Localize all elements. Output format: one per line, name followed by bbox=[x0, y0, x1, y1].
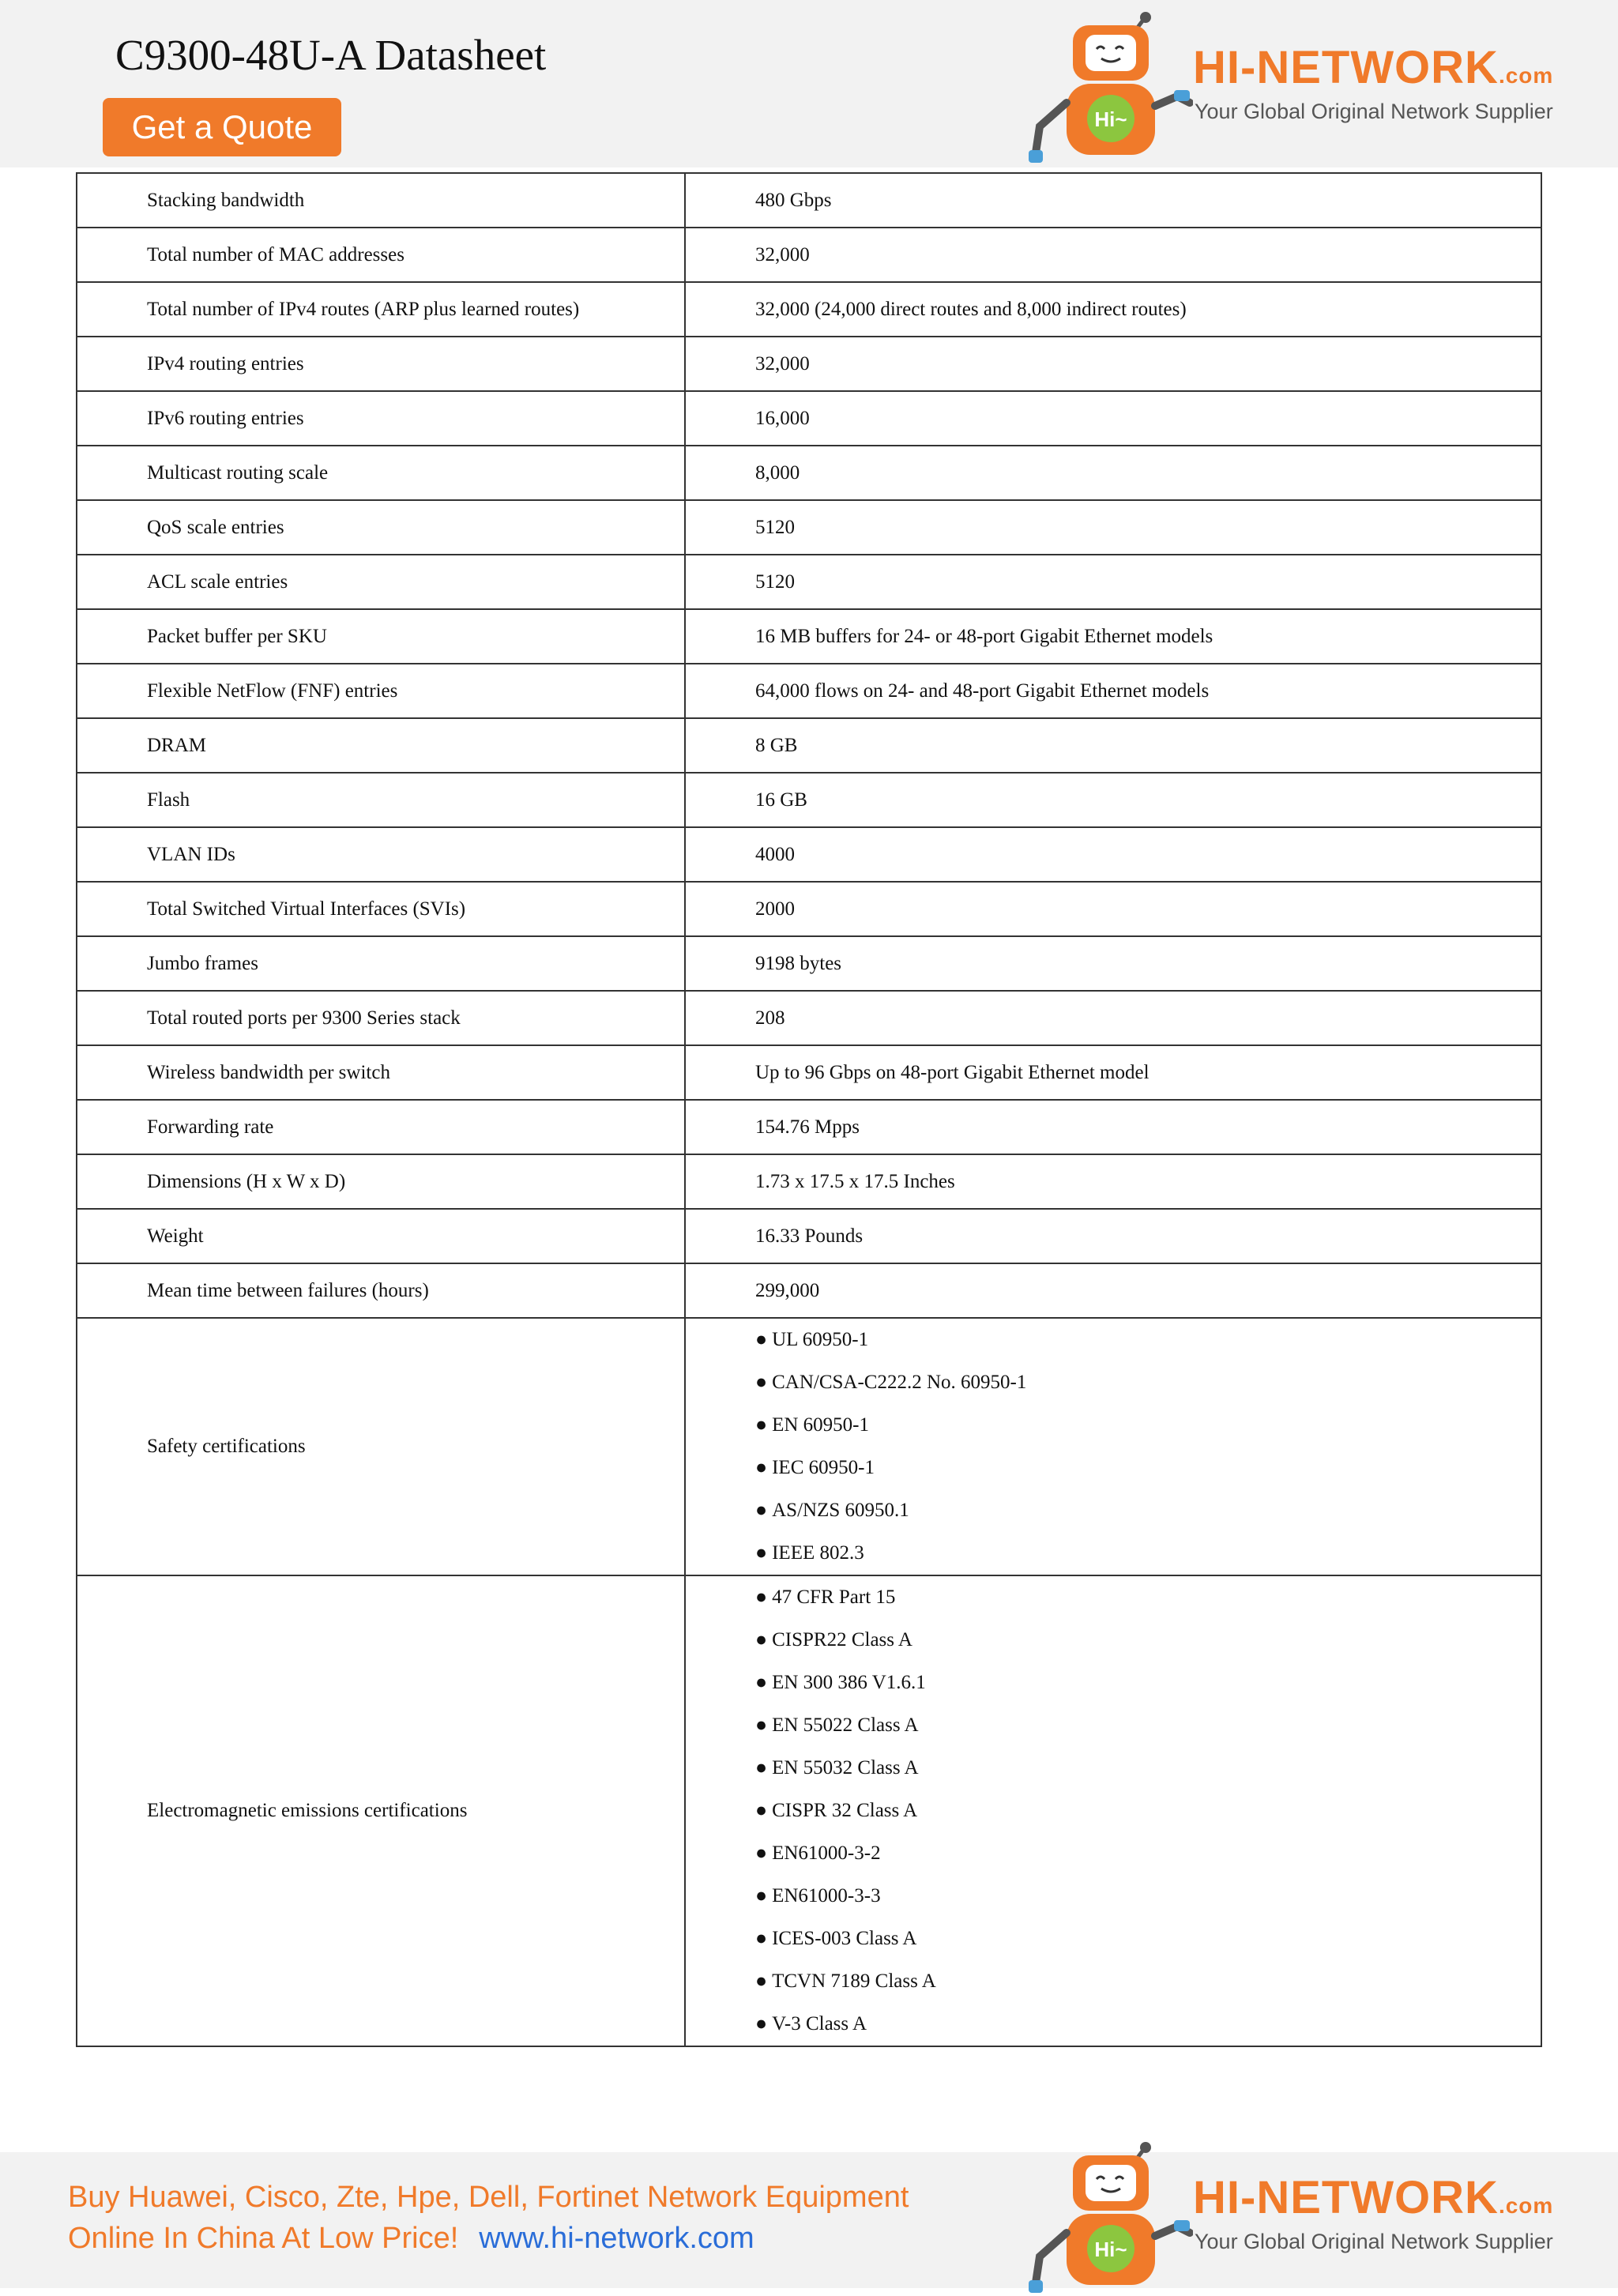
table-row bbox=[77, 555, 1541, 609]
spec-label: Total routed ports per 9300 Series stack bbox=[77, 991, 685, 1045]
spec-table bbox=[76, 172, 1542, 2047]
bullet-icon: ● bbox=[755, 1970, 768, 1992]
cert-label: Safety certifications bbox=[77, 1318, 685, 1575]
table-row bbox=[77, 173, 1541, 228]
brand-name: HI-NETWORK.com bbox=[1193, 2172, 1554, 2223]
bullet-icon: ● bbox=[755, 1714, 768, 1736]
footer-promo-line-1: Buy Huawei, Cisco, Zte, Hpe, Dell, Fortinet Network Equipment bbox=[68, 2181, 909, 2214]
table-row bbox=[77, 1154, 1541, 1209]
spec-label: IPv6 routing entries bbox=[77, 391, 685, 446]
cert-item-text: 47 CFR Part 15 bbox=[772, 1586, 896, 1608]
spec-label: QoS scale entries bbox=[77, 500, 685, 555]
bullet-icon: ● bbox=[755, 1885, 768, 1906]
spec-label: Packet buffer per SKU bbox=[77, 609, 685, 664]
table-row bbox=[77, 391, 1541, 446]
table-row bbox=[77, 936, 1541, 991]
cert-label: Electromagnetic emissions certifications bbox=[77, 1575, 685, 2046]
brand-tagline: Your Global Original Network Supplier bbox=[1195, 100, 1553, 123]
table-row bbox=[77, 609, 1541, 664]
brand-name: HI-NETWORK.com bbox=[1193, 42, 1554, 93]
table-row bbox=[77, 1318, 1541, 1575]
spec-label: Weight bbox=[77, 1209, 685, 1263]
spec-value: 208 bbox=[685, 991, 1541, 1045]
table-row bbox=[77, 1045, 1541, 1100]
bullet-icon: ● bbox=[755, 1457, 768, 1478]
table-row bbox=[77, 282, 1541, 337]
spec-label: Dimensions (H x W x D) bbox=[77, 1154, 685, 1209]
list-item bbox=[755, 1918, 1541, 1960]
list-item bbox=[755, 1875, 1541, 1918]
list-item bbox=[755, 1489, 1541, 1532]
table-row bbox=[77, 337, 1541, 391]
footer-promo-text: Online In China At Low Price! bbox=[68, 2222, 459, 2255]
bullet-icon: ● bbox=[755, 1500, 768, 1521]
bullet-icon: ● bbox=[755, 1672, 768, 1693]
bullet-icon: ● bbox=[755, 1586, 768, 1608]
svg-text:Hi~: Hi~ bbox=[1094, 107, 1127, 131]
cert-item-text: EN 300 386 V1.6.1 bbox=[772, 1672, 926, 1693]
list-item bbox=[755, 1662, 1541, 1704]
spec-label: Flash bbox=[77, 773, 685, 827]
spec-value: 1.73 x 17.5 x 17.5 Inches bbox=[685, 1154, 1541, 1209]
list-item bbox=[755, 1447, 1541, 1489]
spec-label: DRAM bbox=[77, 718, 685, 773]
cert-item-text: UL 60950-1 bbox=[772, 1329, 869, 1350]
spec-value: 2000 bbox=[685, 882, 1541, 936]
spec-value: 16 MB buffers for 24- or 48-port Gigabit Ethernet models bbox=[685, 609, 1541, 664]
table-row bbox=[77, 718, 1541, 773]
cert-item-text: ICES-003 Class A bbox=[772, 1928, 917, 1949]
table-row bbox=[77, 446, 1541, 500]
robot-mascot-icon bbox=[1011, 8, 1193, 166]
table-row bbox=[77, 773, 1541, 827]
spec-value: 480 Gbps bbox=[685, 173, 1541, 228]
spec-label: Wireless bandwidth per switch bbox=[77, 1045, 685, 1100]
robot-mascot-icon bbox=[1011, 2138, 1193, 2296]
spec-label: Flexible NetFlow (FNF) entries bbox=[77, 664, 685, 718]
brand-tagline: Your Global Original Network Supplier bbox=[1195, 2230, 1553, 2253]
bullet-icon: ● bbox=[755, 1414, 768, 1436]
spec-value: 64,000 flows on 24- and 48-port Gigabit Ethernet models bbox=[685, 664, 1541, 718]
cert-item-text: EN 55032 Class A bbox=[772, 1757, 919, 1778]
spec-value: 32,000 bbox=[685, 228, 1541, 282]
page-header bbox=[0, 0, 1618, 167]
list-item bbox=[755, 1790, 1541, 1832]
bullet-icon: ● bbox=[755, 1800, 768, 1821]
spec-value: Up to 96 Gbps on 48-port Gigabit Ethernet model bbox=[685, 1045, 1541, 1100]
list-item bbox=[755, 1704, 1541, 1747]
bullet-icon: ● bbox=[755, 1542, 768, 1564]
list-item bbox=[755, 1319, 1541, 1361]
bullet-icon: ● bbox=[755, 1842, 768, 1864]
cert-item-text: CISPR 32 Class A bbox=[772, 1800, 918, 1821]
spec-value: 8,000 bbox=[685, 446, 1541, 500]
list-item bbox=[755, 1747, 1541, 1790]
spec-value: 16.33 Pounds bbox=[685, 1209, 1541, 1263]
list-item bbox=[755, 1960, 1541, 2003]
table-row bbox=[77, 1100, 1541, 1154]
footer-brand-logo[interactable] bbox=[1011, 2138, 1580, 2296]
spec-value: 32,000 bbox=[685, 337, 1541, 391]
spec-value: 9198 bytes bbox=[685, 936, 1541, 991]
spec-label: Mean time between failures (hours) bbox=[77, 1263, 685, 1318]
table-row bbox=[77, 500, 1541, 555]
list-item bbox=[755, 2003, 1541, 2046]
spec-label: Jumbo frames bbox=[77, 936, 685, 991]
spec-label: Forwarding rate bbox=[77, 1100, 685, 1154]
cert-item-text: AS/NZS 60950.1 bbox=[772, 1500, 909, 1521]
cert-item-text: CISPR22 Class A bbox=[772, 1629, 912, 1650]
cert-list-cell bbox=[685, 1318, 1541, 1575]
spec-label: Multicast routing scale bbox=[77, 446, 685, 500]
spec-label: Stacking bandwidth bbox=[77, 173, 685, 228]
cert-item-text: TCVN 7189 Class A bbox=[772, 1970, 936, 1992]
list-item bbox=[755, 1361, 1541, 1404]
spec-value: 32,000 (24,000 direct routes and 8,000 indirect routes) bbox=[685, 282, 1541, 337]
spec-value: 16 GB bbox=[685, 773, 1541, 827]
spec-value: 299,000 bbox=[685, 1263, 1541, 1318]
cert-item-text: EN61000-3-3 bbox=[772, 1885, 881, 1906]
spec-label: Total number of MAC addresses bbox=[77, 228, 685, 282]
cert-item-text: EN 60950-1 bbox=[772, 1414, 870, 1436]
table-row bbox=[77, 1575, 1541, 2046]
list-item bbox=[755, 1532, 1541, 1575]
cert-item-text: EN 55022 Class A bbox=[772, 1714, 919, 1736]
table-row bbox=[77, 664, 1541, 718]
list-item bbox=[755, 1619, 1541, 1662]
spec-value: 5120 bbox=[685, 500, 1541, 555]
spec-label: ACL scale entries bbox=[77, 555, 685, 609]
table-row bbox=[77, 991, 1541, 1045]
cert-item-text: EN61000-3-2 bbox=[772, 1842, 881, 1864]
table-row bbox=[77, 882, 1541, 936]
cert-item-text: V-3 Class A bbox=[772, 2013, 867, 2034]
footer-website-link[interactable]: www.hi-network.com bbox=[479, 2222, 754, 2255]
page-footer bbox=[0, 2152, 1618, 2288]
table-row bbox=[77, 1263, 1541, 1318]
cert-item-text: IEEE 802.3 bbox=[772, 1542, 864, 1564]
cert-item-text: IEC 60950-1 bbox=[772, 1457, 875, 1478]
list-item bbox=[755, 1832, 1541, 1875]
spec-value: 4000 bbox=[685, 827, 1541, 882]
cert-item-text: CAN/CSA-C222.2 No. 60950-1 bbox=[772, 1372, 1027, 1393]
spec-label: Total Switched Virtual Interfaces (SVIs) bbox=[77, 882, 685, 936]
spec-label: IPv4 routing entries bbox=[77, 337, 685, 391]
spec-label: VLAN IDs bbox=[77, 827, 685, 882]
spec-value: 154.76 Mpps bbox=[685, 1100, 1541, 1154]
spec-value: 8 GB bbox=[685, 718, 1541, 773]
list-item bbox=[755, 1576, 1541, 1619]
table-row bbox=[77, 1209, 1541, 1263]
bullet-icon: ● bbox=[755, 1372, 768, 1393]
list-item bbox=[755, 1404, 1541, 1447]
brand-logo[interactable] bbox=[1011, 8, 1580, 166]
page-title: C9300-48U-A Datasheet bbox=[115, 31, 547, 79]
bullet-icon: ● bbox=[755, 1329, 768, 1350]
cert-list bbox=[755, 1576, 1541, 2046]
bullet-icon: ● bbox=[755, 2013, 768, 2034]
spec-value: 16,000 bbox=[685, 391, 1541, 446]
cert-list-cell bbox=[685, 1575, 1541, 2046]
svg-text:Hi~: Hi~ bbox=[1094, 2238, 1127, 2261]
spec-value: 5120 bbox=[685, 555, 1541, 609]
table-row bbox=[77, 827, 1541, 882]
get-quote-button[interactable]: Get a Quote bbox=[103, 98, 341, 156]
bullet-icon: ● bbox=[755, 1757, 768, 1778]
spec-label: Total number of IPv4 routes (ARP plus learned routes) bbox=[77, 282, 685, 337]
footer-promo-line-2 bbox=[68, 2222, 754, 2256]
cert-list bbox=[755, 1319, 1541, 1575]
bullet-icon: ● bbox=[755, 1928, 768, 1949]
table-row bbox=[77, 228, 1541, 282]
bullet-icon: ● bbox=[755, 1629, 768, 1650]
